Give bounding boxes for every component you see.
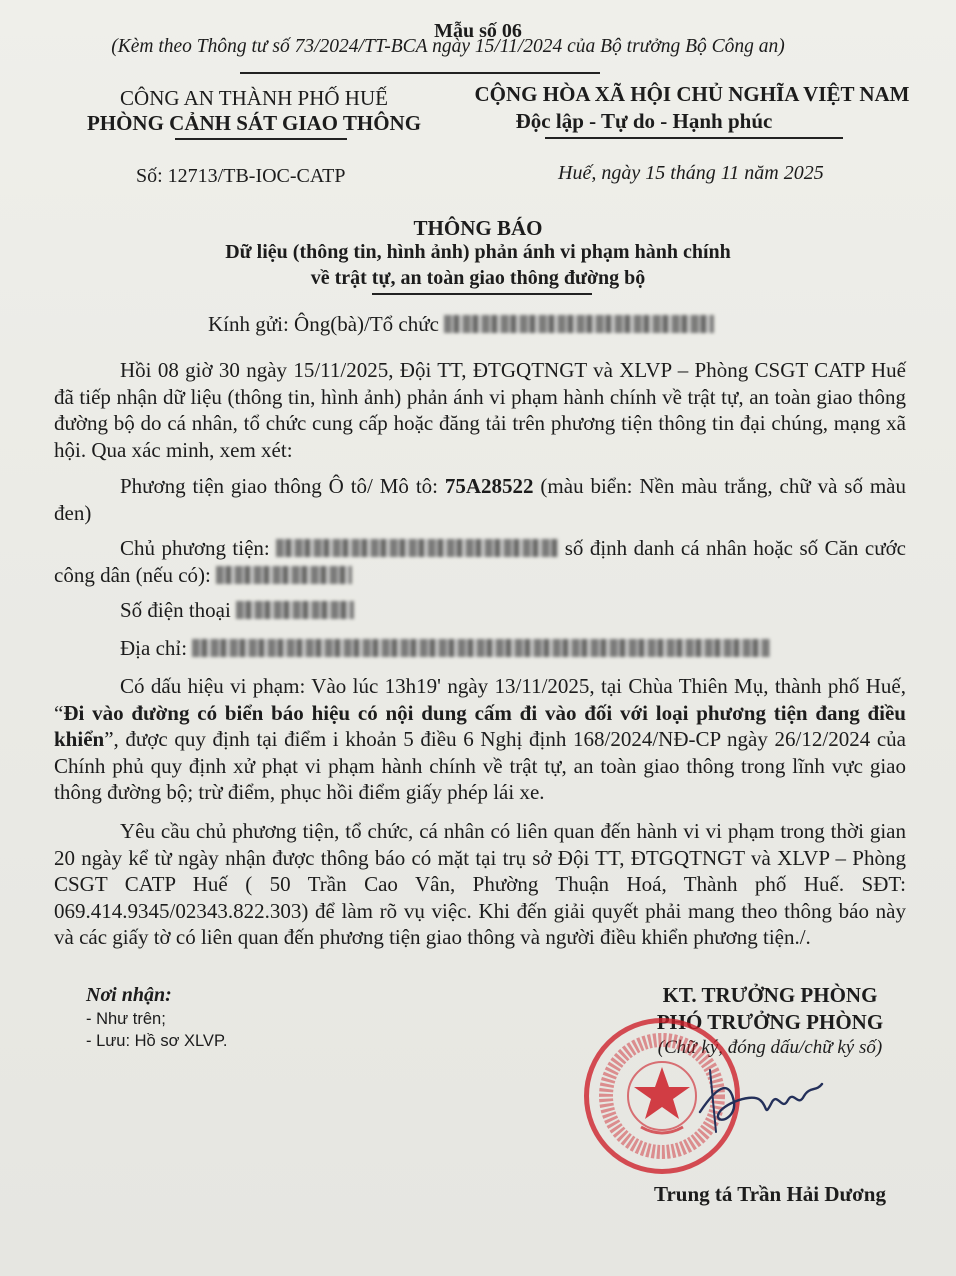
motto-underline xyxy=(545,137,843,139)
agency-name: CÔNG AN THÀNH PHỐ HUẾ xyxy=(120,86,388,110)
violation-intro: Có dấu hiệu vi phạm: Vào lúc 13h19' ngày 13/11/2025, tại Chùa Thiên Mụ, thành phố Huế, “ xyxy=(54,674,906,725)
phone-label: Số điện thoại xyxy=(120,598,231,622)
owner-id-label: số định danh cá nhân hoặc số Căn cước công dân (nếu có): xyxy=(54,536,907,587)
redacted-address xyxy=(192,639,770,657)
sign-title-1: KT. TRƯỞNG PHÒNG xyxy=(662,983,878,1007)
license-plate: 75A28522 xyxy=(444,474,534,498)
recipients-title: Nơi nhận: xyxy=(86,984,172,1006)
request-paragraph xyxy=(54,818,906,951)
form-number: Mẫu số 06 xyxy=(434,20,522,42)
plate-color-note: (màu biển: Nền màu trắng, chữ và số màu đen) xyxy=(54,474,907,525)
reference-underline xyxy=(240,72,600,74)
agency-department: PHÒNG CẢNH SÁT GIAO THÔNG xyxy=(86,111,422,135)
address-label: Địa chỉ: xyxy=(120,636,188,660)
notice-subtitle-line1: Dữ liệu (thông tin, hình ảnh) phản ánh vi phạm hành chính xyxy=(225,241,731,263)
address-line xyxy=(120,636,770,661)
phone-line xyxy=(120,598,354,623)
request-text: Yêu cầu chủ phương tiện, tổ chức, cá nhân có liên quan đến hành vi vi phạm trong thời gian 20 ngày kể từ ngày nhận được thông báo có mặt tại trụ sở Đội TT, ĐTGQTNGT và XLVP – Phòng CSGT CATP Huế ( 50 Trần Cao Vân, Phường Thuận Hoá, Thành phố Huế. SĐT: 069.414.9345/02343.822.303) để làm rõ vụ việc. Khi đến giải quyết phải mang theo thông báo này và các giấy tờ có liên quan đến phương tiện giao thông và người điều khiển phương tiện./. xyxy=(54,819,906,949)
sign-title-2: PHÓ TRƯỞNG PHÒNG xyxy=(656,1010,884,1034)
notice-subtitle-line2: về trật tự, an toàn giao thông đường bộ xyxy=(310,267,646,289)
nation-name: CỘNG HÒA XÃ HỘI CHỦ NGHĨA VIỆT NAM xyxy=(474,82,910,106)
sign-note: (Chữ ký, đóng dấu/chữ ký số) xyxy=(657,1037,883,1058)
redacted-owner-name xyxy=(276,539,558,557)
place-date: Huế, ngày 15 tháng 11 năm 2025 xyxy=(558,162,824,184)
violation-paragraph xyxy=(54,673,906,806)
redacted-id-number xyxy=(216,566,352,584)
recipients-item: - Lưu: Hồ sơ XLVP. xyxy=(86,1032,228,1050)
handwritten-signature xyxy=(690,1062,840,1142)
owner-line xyxy=(54,535,906,588)
vehicle-line xyxy=(54,473,906,526)
recipient-label: Kính gửi: Ông(bà)/Tổ chức xyxy=(208,312,439,336)
recipients-item: - Như trên; xyxy=(86,1010,166,1028)
signer-name: Trung tá Trần Hải Dương xyxy=(654,1182,886,1206)
paragraph-intake xyxy=(54,357,906,463)
redacted-recipient-name xyxy=(444,315,714,333)
document-number: Số: 12713/TB-IOC-CATP xyxy=(136,165,346,187)
vehicle-label: Phương tiện giao thông Ô tô/ Mô tô: xyxy=(120,474,445,498)
violation-legal-basis: ”, được quy định tại điểm i khoản 5 điều 6 Nghị định 168/2024/NĐ-CP ngày 26/12/2024 của Chính phủ quy định xử phạt vi phạm hành chính về trật tự, an toàn giao thông trong lĩnh vực giao thông đường bộ; trừ điểm, phục hồi điểm giấy phép lái xe. xyxy=(54,727,906,804)
owner-label: Chủ phương tiện: xyxy=(120,536,270,560)
form-reference: (Kèm theo Thông tư số 73/2024/TT-BCA ngày 15/11/2024 của Bộ trưởng Bộ Công an) xyxy=(111,36,785,57)
redacted-phone xyxy=(236,601,354,619)
title-underline xyxy=(372,293,592,295)
violation-description: Đi vào đường có biển báo hiệu có nội dung cấm đi vào đối với loại phương tiện đang điều khiển xyxy=(54,700,906,751)
nation-motto: Độc lập - Tự do - Hạnh phúc xyxy=(515,109,773,133)
notice-title: THÔNG BÁO xyxy=(413,216,543,240)
agency-underline xyxy=(175,138,347,140)
recipient-line xyxy=(208,312,714,337)
paragraph-intake-text: Hồi 08 giờ 30 ngày 15/11/2025, Đội TT, ĐTGQTNGT và XLVP – Phòng CSGT CATP Huế đã tiếp nhận dữ liệu (thông tin, hình ảnh) phản ánh vi phạm hành chính về trật tự, an toàn giao thông đường bộ do cá nhân, tổ chức cung cấp hoặc đăng tải trên phương tiện thông tin đại chúng, mạng xã hội. Qua xác minh, xem xét: xyxy=(54,358,906,462)
